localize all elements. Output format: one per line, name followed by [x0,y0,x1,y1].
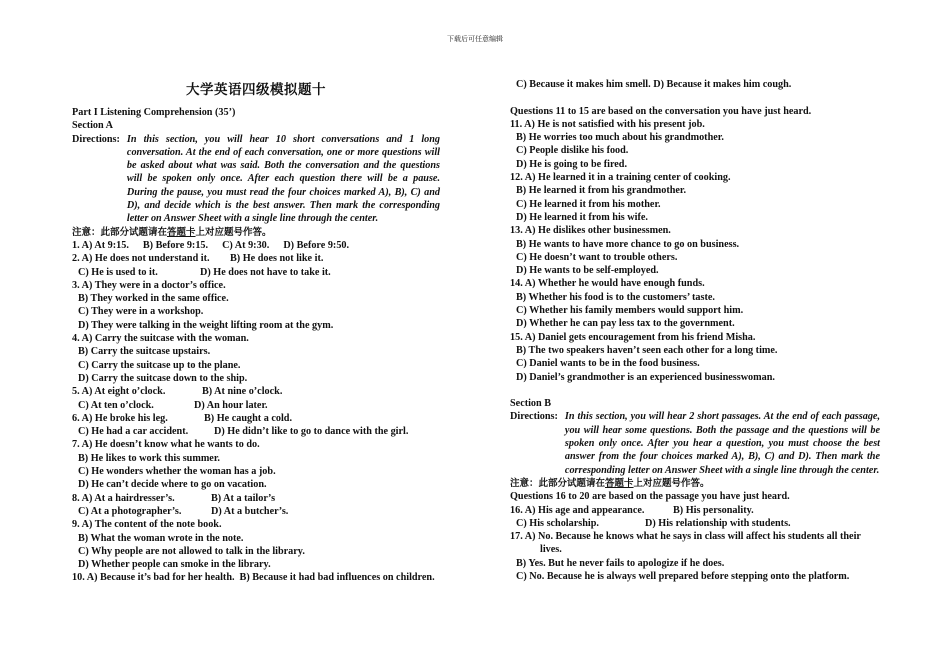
question-line: B) He wants to have more chance to go on business. [516,238,740,250]
question-line: 7. A) He doesn’t know what he wants to do. [72,439,260,451]
question-line: B) He likes to work this summer. [78,452,220,464]
question-line: C) Daniel wants to be in the food business. [516,358,700,370]
question-line: C) At a photographer’s. D) At a butcher’s. [78,505,289,517]
question-line: 3. A) They were in a doctor’s office. [72,279,226,291]
section-a-directions [72,133,440,226]
question-line: 13. A) He dislikes other businessmen. [510,225,671,237]
part-heading: Part I Listening Comprehension (35’) [72,107,236,118]
question-line: B) He learned it from his grandmother. [516,185,687,197]
question-line: D) They were talking in the weight lifting room at the gym. [78,319,334,331]
question-line: B) Whether his food is to the customers’ taste. [516,291,715,303]
question-line: B) The two speakers haven’t seen each other for a long time. [516,344,778,356]
question-line: 12. A) He learned it in a training center of cooking. [510,172,731,184]
question-line: D) He is going to be fired. [516,158,628,170]
question-line: B) He worries too much about his grandmother. [516,132,724,144]
question-line: C) Because it makes him smell. D) Because it makes him cough. [516,79,792,90]
question-line: B) Yes. But he never fails to apologize if he does. [516,557,725,569]
question-line: D) Whether he can pay less tax to the government. [516,318,735,330]
question-line: D) Whether people can smoke in the library. [78,559,271,571]
directions-label: Directions: [510,411,558,423]
question-line: 10. A) Because it’s bad for her health. B) Because it had bad influences on children. [72,572,435,584]
right-column [510,78,880,583]
question-line: D) Carry the suitcase down to the ship. [78,372,248,384]
directions-label: Directions: [72,133,120,145]
question-line: 4. A) Carry the suitcase with the woman. [72,333,249,345]
question-line: C) He learned it from his mother. [516,198,661,210]
question-line: lives. [540,544,562,556]
question-line: C) They were in a workshop. [78,306,204,318]
section-b-directions [510,410,880,476]
question-line: 16. A) His age and appearance. B) His personality. [510,504,754,516]
question-line: B) Carry the suitcase upstairs. [78,346,211,358]
question-line: D) He wants to be self-employed. [516,265,659,277]
question-line: C) At ten o’clock. D) An hour later. [78,399,268,411]
question-line: C) His scholarship. D) His relationship with students. [516,517,791,529]
left-column [72,78,440,585]
question-line: C) Whether his family members would support him. [516,305,744,317]
header-note: 下载后可任意编辑 [447,35,503,43]
question-line: 11. A) He is not satisfied with his present job. [510,118,705,130]
question-line: C) He wonders whether the woman has a job. [78,466,276,478]
question-line: D) Daniel’s grandmother is an experienced businesswoman. [516,371,775,383]
page-title: 大学英语四级模拟题十 [186,82,326,98]
question-line: 2. A) He does not understand it. B) He does not like it. [72,253,324,265]
question-line: C) No. Because he is always well prepared before stepping onto the platform. [516,570,850,582]
question-line: 5. A) At eight o’clock. B) At nine o’clock. [72,386,283,398]
question-line: D) He learned it from his wife. [516,211,648,223]
directions-text: In this section, you will hear 10 short conversations and 1 long conversation. At the end of each conversation, one or more questions will be asked about what was said. Both the conversation and the questions will be spoken only once. After each question there will be a pause. During the pause, you must read the four choices marked A), B), C) and D), and decide which is the best answer. Then mark the corresponding letter on Answer Sheet with a single line through the center. [126,133,440,225]
question-line: C) He had a car accident. D) He didn’t like to go to dance with the girl. [78,426,409,438]
question-line: C) Why people are not allowed to talk in the library. [78,545,305,557]
section-a-heading: Section A [72,120,114,132]
question-line: D) He can’t decide where to go on vacation. [78,479,267,491]
section-b-heading: Section B [510,398,552,410]
question-line: 17. A) No. Because he knows what he says in class will affect his students all their [510,531,861,543]
question-line: 9. A) The content of the note book. [72,519,222,531]
question-line: C) He is used to it. D) He does not have to take it. [78,266,331,278]
question-line: 14. A) Whether he would have enough funds. [510,278,705,290]
question-line: C) He doesn’t want to trouble others. [516,251,678,263]
question-line: 6. A) He broke his leg. B) He caught a cold. [72,412,293,424]
question-line: 15. A) Daniel gets encouragement from his friend Misha. [510,331,756,343]
question-line: 1. A) At 9:15. B) Before 9:15. C) At 9:30. D) Before 9:50. [72,239,350,251]
question-line: 8. A) At a hairdresser’s. B) At a tailor’s [72,492,276,504]
question-group-heading: Questions 16 to 20 are based on the passage you have just heard. [510,491,790,503]
answer-sheet-note: 注意：此部分试题请在答题卡上对应题号作答。 [72,226,272,238]
question-line: B) What the woman wrote in the note. [78,532,244,544]
question-group-heading: Questions 11 to 15 are based on the conversation you have just heard. [510,105,812,117]
question-line: B) They worked in the same office. [78,293,229,305]
question-line: C) Carry the suitcase up to the plane. [78,359,241,371]
directions-text: In this section, you will hear 2 short passages. At the end of each passage, you will hear some questions. Both the passage and the questions will be spoken only once. After you hear a question, you must choose the best answer from the four choices marked A), B), C) and D). Then mark the corresponding letter on Answer Sheet with a single line through the center. [564,411,880,476]
question-line: C) People dislike his food. [516,145,629,157]
answer-sheet-note: 注意：此部分试题请在答题卡上对应题号作答。 [510,477,710,489]
